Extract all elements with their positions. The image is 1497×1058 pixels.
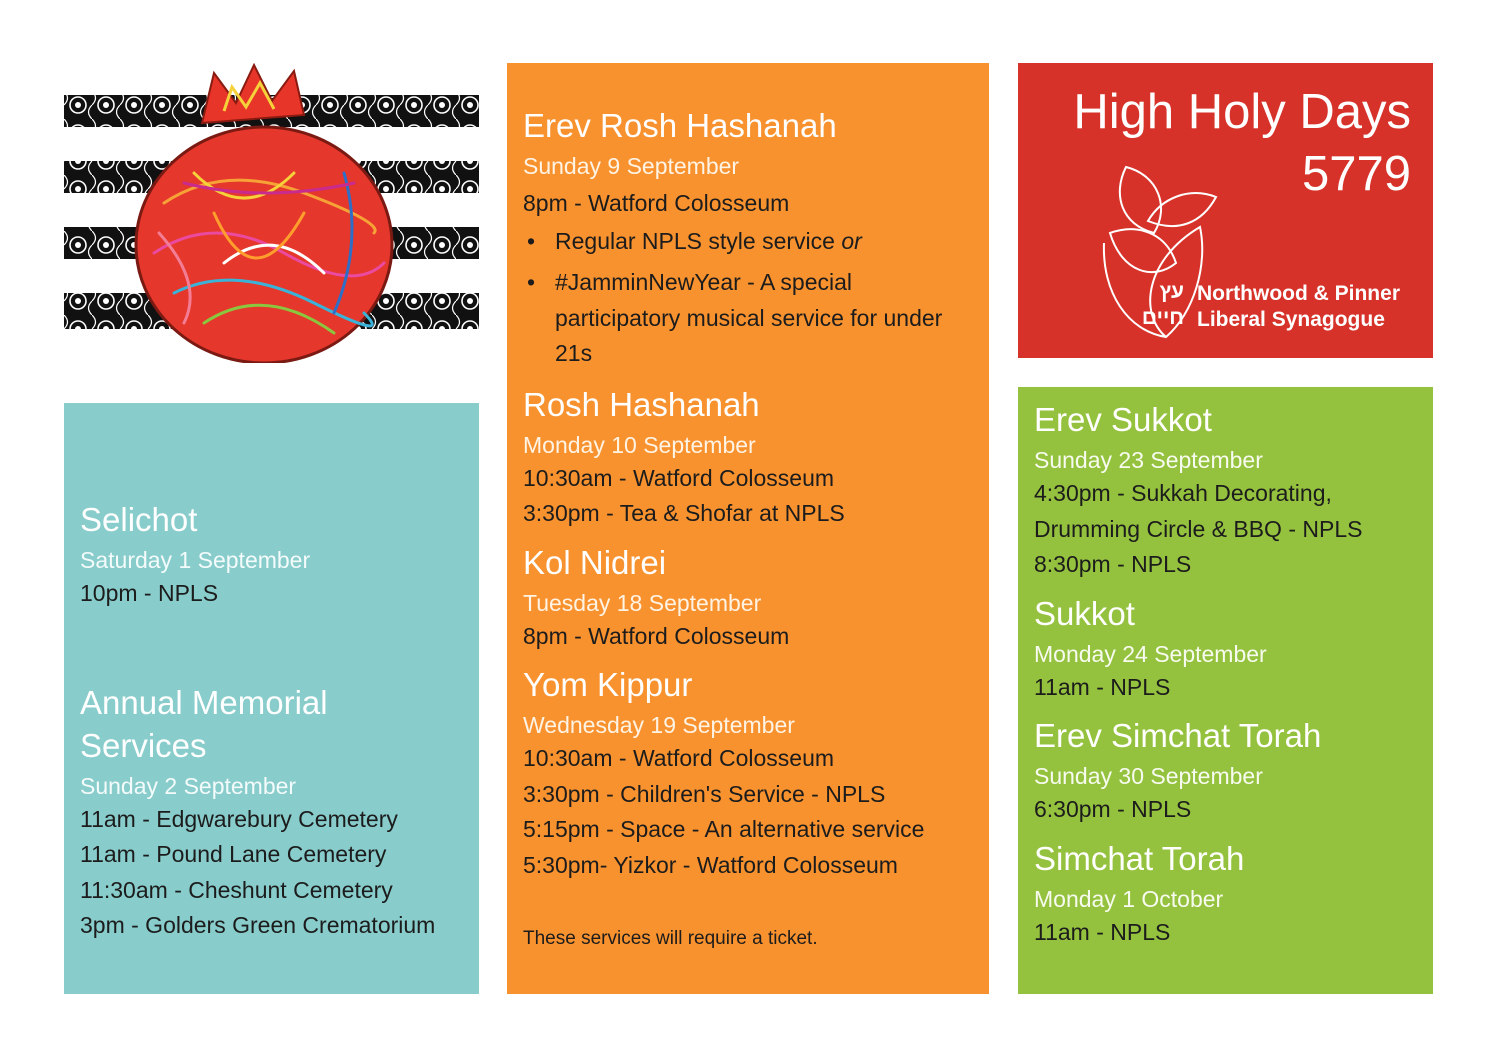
- erev-simchat-date: Sunday 30 September: [1034, 763, 1263, 789]
- sukkot-line: 11am - NPLS: [1034, 673, 1171, 700]
- erev-sukkot-date: Sunday 23 September: [1034, 447, 1263, 473]
- selichot-section: [80, 501, 463, 612]
- yom-kippur-line: 10:30am - Watford Colosseum: [523, 745, 835, 771]
- yom-kippur-title: Yom Kippur: [523, 666, 693, 703]
- yom-kippur-line: 3:30pm - Children's Service - NPLS: [523, 780, 886, 807]
- sukkot-section: [1034, 595, 1417, 706]
- memorial-line: 11am - Pound Lane Cemetery: [80, 841, 387, 867]
- memorial-line: 3pm - Golders Green Crematorium: [80, 912, 436, 938]
- ticket-note: These services will require a ticket.: [523, 928, 818, 949]
- rosh-date: Monday 10 September: [523, 431, 756, 458]
- organization-line1: Northwood & Pinner: [1197, 282, 1400, 305]
- rosh-line: 10:30am - Watford Colosseum: [523, 464, 835, 491]
- memorial-title-line2: Services: [80, 726, 207, 764]
- memorial-title-line1: Annual Memorial: [80, 683, 328, 721]
- selichot-date: Saturday 1 September: [80, 547, 311, 573]
- rosh-section: [523, 386, 973, 532]
- hebrew-line1: עץ: [1159, 280, 1184, 303]
- erev-sukkot-title: Erev Sukkot: [1034, 401, 1212, 438]
- header-panel: [1018, 63, 1433, 358]
- erev-rosh-date: Sunday 9 September: [523, 153, 740, 179]
- green-panel: [1018, 387, 1433, 994]
- memorial-section: [80, 684, 463, 944]
- erev-rosh-section: [523, 107, 973, 372]
- sukkot-date: Monday 24 September: [1034, 640, 1267, 667]
- erev-sukkot-line: 4:30pm - Sukkah Decorating,: [1034, 480, 1332, 506]
- selichot-line: 10pm - NPLS: [80, 580, 219, 606]
- page-title-line1: High Holy Days: [1073, 85, 1411, 139]
- hebrew-line2: חיים: [1141, 306, 1184, 329]
- organization-name: [1197, 281, 1400, 333]
- rosh-line: 3:30pm - Tea & Shofar at NPLS: [523, 500, 845, 526]
- erev-simchat-section: [1034, 717, 1417, 828]
- yom-kippur-date: Wednesday 19 September: [523, 712, 795, 738]
- kol-nidrei-line: 8pm - Watford Colosseum: [523, 622, 790, 649]
- yom-kippur-section: [523, 666, 973, 883]
- rosh-title: Rosh Hashanah: [523, 385, 760, 423]
- simchat-title: Simchat Torah: [1034, 839, 1245, 877]
- memorial-date: Sunday 2 September: [80, 772, 297, 799]
- yom-kippur-line: 5:15pm - Space - An alternative service: [523, 816, 925, 842]
- option-text: Regular NPLS style service: [555, 227, 842, 254]
- option-item: [523, 265, 973, 372]
- kol-nidrei-title: Kol Nidrei: [523, 543, 667, 581]
- erev-simchat-line: 6:30pm - NPLS: [1034, 796, 1192, 822]
- orange-panel: [507, 63, 989, 994]
- hebrew-name: [1120, 279, 1184, 331]
- memorial-line: 11am - Edgwarebury Cemetery: [80, 805, 398, 832]
- erev-sukkot-line: 8:30pm - NPLS: [1034, 551, 1192, 577]
- sukkot-title: Sukkot: [1034, 594, 1135, 632]
- kol-nidrei-date: Tuesday 18 September: [523, 589, 762, 616]
- erev-rosh-line: 8pm - Watford Colosseum: [523, 190, 790, 216]
- selichot-title: Selichot: [80, 501, 198, 538]
- simchat-section: [1034, 840, 1417, 951]
- option-or: or: [841, 227, 862, 254]
- pomegranate-illustration: [64, 63, 479, 363]
- erev-rosh-title: Erev Rosh Hashanah: [523, 107, 837, 144]
- erev-sukkot-section: [1034, 401, 1417, 583]
- memorial-line: 11:30am - Cheshunt Cemetery: [80, 876, 393, 903]
- erev-rosh-options: [523, 224, 973, 372]
- kol-nidrei-section: [523, 544, 973, 655]
- simchat-line: 11am - NPLS: [1034, 918, 1171, 945]
- yom-kippur-line: 5:30pm- Yizkor - Watford Colosseum: [523, 851, 898, 878]
- erev-sukkot-line: Drumming Circle & BBQ - NPLS: [1034, 515, 1363, 542]
- organization-line2: Liberal Synagogue: [1197, 308, 1385, 331]
- option-item: [523, 224, 973, 260]
- erev-simchat-title: Erev Simchat Torah: [1034, 717, 1322, 754]
- option-text: #JamminNewYear - A special participatory musical service for under 21s: [555, 269, 943, 366]
- simchat-date: Monday 1 October: [1034, 885, 1224, 912]
- page-title-line2: 5779: [1301, 147, 1411, 201]
- teal-panel: [64, 403, 479, 994]
